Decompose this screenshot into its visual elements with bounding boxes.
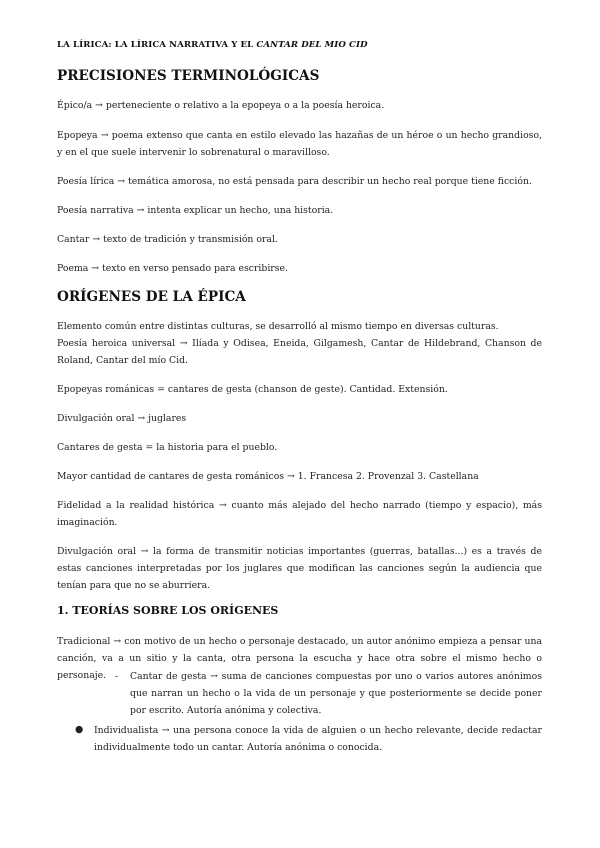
- paragraph-mayor-cantidad: Mayor cantidad de cantares de gesta románicos → 1. Francesa 2. Provenzal 3. Castellana: [57, 471, 479, 482]
- paragraph-epopeya: Epopeya → poema extenso que canta en estilo elevado las hazañas de un héroe o un hecho grandioso, y en el que suele intervenir lo sobrenatural o maravilloso.: [57, 130, 542, 158]
- header-title-prefix: LA LÍRICA: LA LÍRICA NARRATIVA Y EL: [57, 40, 257, 50]
- paragraph-divulgacion-oral: Divulgación oral → la forma de transmitir noticias importantes (guerras, batallas...) es a través de estas canciones interpretadas por los juglares que modifican las canciones según la audiencia que tenían para que no se aburriera.: [57, 546, 542, 591]
- bullet-item-individualista: Individualista → una persona conoce la vida de alguien o un hecho relevante, decide redactar individualmente todo un cantar. Autoría anónima o conocida.: [94, 725, 542, 753]
- heading-teorias: 1. TEORÍAS SOBRE LOS ORÍGENES: [57, 604, 279, 617]
- dash-marker: -: [115, 671, 119, 682]
- paragraph-poesia-heroica: Poesía heroica universal → Ilíada y Odisea, Eneida, Gilgamesh, Cantar de Hildebrand, Chanson de Roland, Cantar del mío Cid.: [57, 338, 542, 366]
- paragraph-cantares-gesta: Cantares de gesta = la historia para el pueblo.: [57, 442, 278, 453]
- paragraph-fidelidad: Fidelidad a la realidad histórica → cuanto más alejado del hecho narrado (tiempo y espacio), más imaginación.: [57, 500, 542, 528]
- paragraph-divulgacion-juglares: Divulgación oral → juglares: [57, 413, 187, 424]
- bullet-icon: ●: [75, 724, 84, 735]
- paragraph-poesia-lirica: Poesía lírica → temática amorosa, no está pensada para describir un hecho real porque tiene ficción.: [57, 176, 532, 187]
- paragraph-elemento-comun: Elemento común entre distintas culturas, se desarrolló al mismo tiempo en diversas culturas.: [57, 321, 499, 332]
- header-title-italic: CANTAR DEL MIO CID: [256, 40, 368, 50]
- paragraph-epopeyas-romanicas: Epopeyas románicas = cantares de gesta (chanson de geste). Cantidad. Extensión.: [57, 384, 448, 395]
- document-header-title: [57, 40, 368, 50]
- heading-origenes: ORÍGENES DE LA ÉPICA: [57, 289, 246, 305]
- paragraph-poesia-narrativa: Poesía narrativa → intenta explicar un hecho, una historia.: [57, 205, 334, 216]
- paragraph-poema: Poema → texto en verso pensado para escribirse.: [57, 263, 288, 274]
- paragraph-cantar: Cantar → texto de tradición y transmisión oral.: [57, 234, 278, 245]
- paragraph-epico: Épico/a → perteneciente o relativo a la epopeya o a la poesía heroica.: [57, 100, 385, 111]
- heading-precisiones: PRECISIONES TERMINOLÓGICAS: [57, 68, 320, 84]
- sub-item-cantar-gesta: Cantar de gesta → suma de canciones compuestas por uno o varios autores anónimos que narran un hecho o la vida de un personaje y que posteriormente se decide poner por escrito. Autoría anónima y colectiva.: [130, 671, 542, 716]
- paragraph-tradicional: Tradicional → con motivo de un hecho o personaje destacado, un autor anónimo empieza a pensar una canción, va a un sitio y la canta, otra persona la escucha y hace otra sobre el mismo hecho o personaje.: [57, 636, 542, 681]
